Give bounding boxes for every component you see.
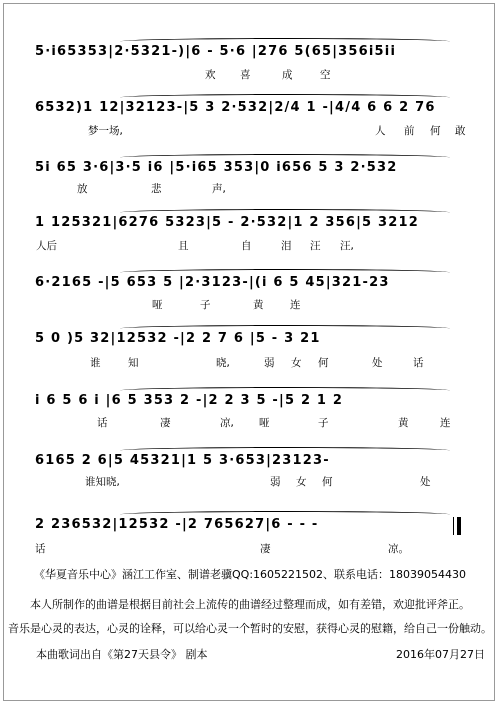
- lyric-syllable: 凉,: [220, 417, 234, 429]
- slur-mark: [120, 325, 450, 332]
- lyric-syllable: 弱: [264, 357, 275, 369]
- score-line-notes: 5i 65 3·6|3·5 i6 |5·i65 353|0 i656 5 3 2·532: [35, 160, 398, 175]
- score-line-lyrics: [0, 123, 500, 137]
- lyric-syllable: 欢: [205, 69, 216, 81]
- lyric-syllable: 空: [320, 69, 331, 81]
- slur-mark: [120, 38, 450, 45]
- lyric-syllable: 且: [178, 240, 189, 252]
- slur-mark: [120, 209, 450, 216]
- score-line-lyrics: [0, 541, 500, 555]
- lyric-syllable: 何: [430, 125, 441, 137]
- lyric-syllable: 处: [420, 476, 431, 488]
- score-line-lyrics: [0, 297, 500, 311]
- score-line-notes: i 6 5 6 i |6 5 353 2 -|2 2 3 5 -|5 2 1 2: [35, 393, 344, 408]
- score-line-notes: 2 236532|12532 -|2 765627|6 - - -: [35, 517, 319, 532]
- lyric-syllable: 凉。: [388, 543, 409, 555]
- lyrics-source: 本曲歌词出自《第27天县令》 剧本: [36, 648, 208, 661]
- final-barline-thick: [457, 517, 461, 535]
- slur-mark: [120, 94, 450, 101]
- score-line-notes: 6532)1 12|32123-|5 3 2·532|2/4 1 -|4/4 6 6 2 76: [35, 100, 436, 115]
- lyric-syllable: 话: [35, 543, 46, 555]
- lyric-syllable: 黄: [398, 417, 409, 429]
- lyric-syllable: 子: [318, 417, 329, 429]
- lyric-syllable: 何: [318, 357, 329, 369]
- score-line-notes: 5 0 )5 32|12532 -|2 2 7 6 |5 - 3 21: [35, 331, 321, 346]
- lyric-syllable: 放: [77, 183, 88, 195]
- score-line-notes: 1 125321|6276 5323|5 - 2·532|1 2 356|5 3212: [35, 215, 419, 230]
- lyric-syllable: 黄: [253, 299, 264, 311]
- lyric-syllable: 女: [296, 476, 307, 488]
- score-line-lyrics: [0, 415, 500, 429]
- lyric-syllable: 子: [200, 299, 211, 311]
- lyric-syllable: 凄: [160, 417, 171, 429]
- lyric-syllable: 人后: [36, 240, 57, 252]
- final-barline-thin: [453, 517, 454, 535]
- lyric-syllable: 晓,: [216, 357, 230, 369]
- score-line-lyrics: [0, 474, 500, 488]
- lyric-syllable: 声,: [212, 183, 226, 195]
- lyric-syllable: 弱: [270, 476, 281, 488]
- lyric-syllable: 凄: [260, 543, 271, 555]
- lyric-syllable: 知: [128, 357, 139, 369]
- score-line-lyrics: [0, 238, 500, 252]
- studio-contact-line: 《华夏音乐中心》涵江工作室、制谱老骥QQ:1605221502、联系电话：18039054430: [34, 568, 466, 581]
- lyric-syllable: 连: [290, 299, 301, 311]
- slur-mark: [120, 447, 450, 454]
- lyric-syllable: 前: [404, 125, 415, 137]
- lyric-syllable: 话: [413, 357, 424, 369]
- lyric-syllable: 哑: [152, 299, 163, 311]
- disclaimer-line: 本人所制作的曲谱是根据目前社会上流传的曲谱经过整理而成，如有差错，欢迎批评斧正。: [30, 598, 470, 611]
- score-line-lyrics: [0, 67, 500, 81]
- lyric-syllable: 女: [291, 357, 302, 369]
- slur-mark: [120, 154, 450, 161]
- lyric-syllable: 敢: [455, 125, 466, 137]
- lyric-syllable: 哑: [259, 417, 270, 429]
- lyric-syllable: 谁: [90, 357, 101, 369]
- lyric-syllable: 梦一场,: [88, 125, 123, 137]
- lyric-syllable: 自: [241, 240, 252, 252]
- lyric-syllable: 连: [440, 417, 451, 429]
- score-line-notes: 6165 2 6|5 45321|1 5 3·653|23123-: [35, 453, 330, 468]
- lyric-syllable: 处: [372, 357, 383, 369]
- slur-mark: [120, 269, 450, 276]
- music-motto-line: 音乐是心灵的表达，心灵的诠释，可以给心灵一个暂时的安慰，获得心灵的慰籍，给自己一份触动。: [8, 622, 492, 635]
- lyric-syllable: 泪: [281, 240, 292, 252]
- score-line-notes: 6·2165 -|5 653 5 |2·3123-|(i 6 5 45|321-23: [35, 275, 390, 290]
- lyric-syllable: 成: [282, 69, 293, 81]
- lyric-syllable: 何: [322, 476, 333, 488]
- lyric-syllable: 谁知晓,: [85, 476, 120, 488]
- lyric-syllable: 喜: [240, 69, 251, 81]
- score-line-notes: 5·i65353|2·5321-)|6 - 5·6 |276 5(65|356i5ii: [35, 44, 397, 59]
- lyric-syllable: 悲: [151, 183, 162, 195]
- lyric-syllable: 话: [97, 417, 108, 429]
- date-stamp: 2016年07月27日: [396, 648, 485, 661]
- score-line-lyrics: [0, 181, 500, 195]
- lyric-syllable: 人: [375, 125, 386, 137]
- lyric-syllable: 汪: [310, 240, 321, 252]
- score-line-lyrics: [0, 355, 500, 369]
- lyric-syllable: 汪,: [340, 240, 354, 252]
- slur-mark: [120, 387, 450, 394]
- slur-mark: [120, 511, 450, 518]
